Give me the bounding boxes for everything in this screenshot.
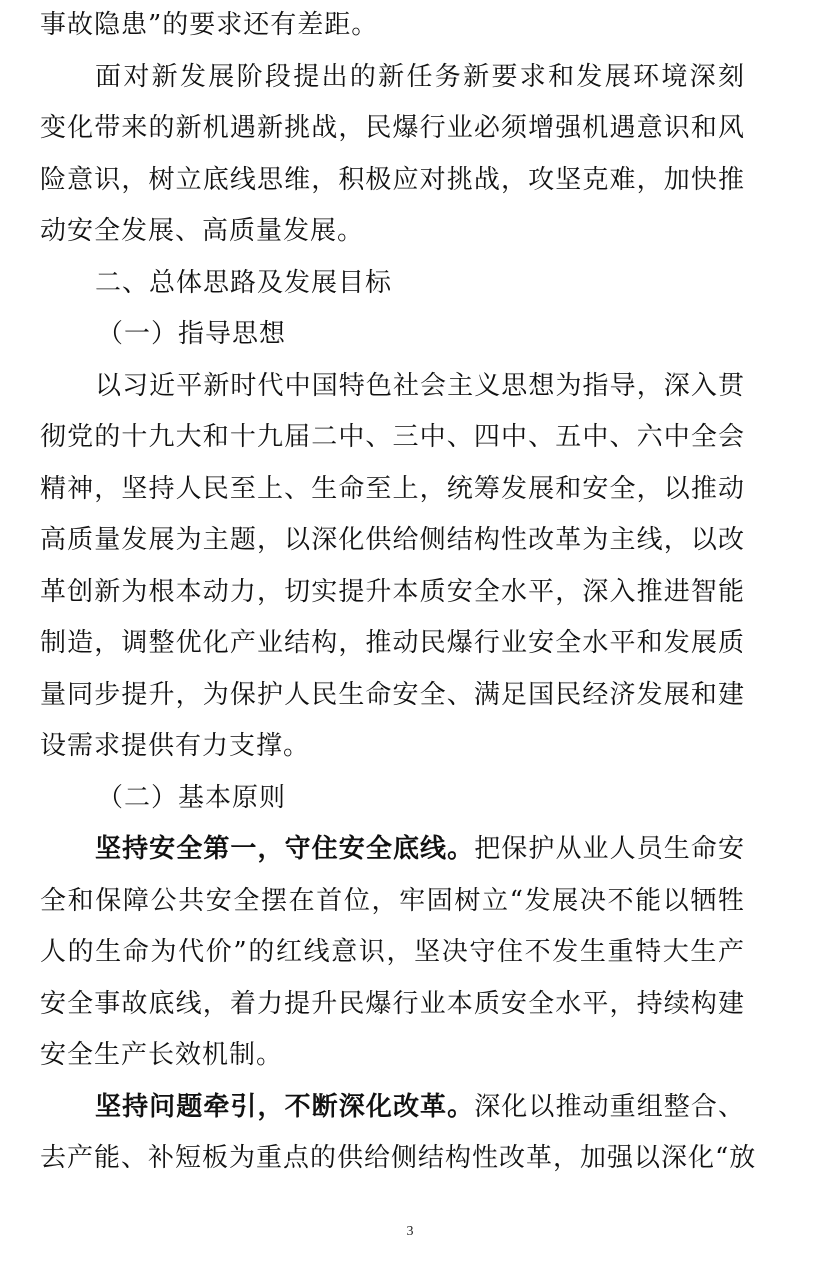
paragraph-line: 设需求提供有力支撑。 bbox=[40, 731, 311, 761]
paragraph-line: 险意识，树立底线思维，积极应对挑战，攻坚克难，加快推 bbox=[40, 164, 745, 195]
paragraph-line: 变化带来的新机遇新挑战，民爆行业必须增强机遇意识和风 bbox=[40, 113, 745, 143]
paragraph-line: 高质量发展为主题，以深化供给侧结构性改革为主线，以改 bbox=[40, 525, 745, 555]
paragraph-line: 人的生命为代价”的红线意识，坚决守住不发生重特大生产 bbox=[40, 937, 745, 967]
paragraph-text: 把保护从业人员生命安 bbox=[474, 834, 745, 864]
paragraph-line: 安全事故底线，着力提升民爆行业本质安全水平，持续构建 bbox=[40, 988, 745, 1019]
section-heading: 二、总体思路及发展目标 bbox=[95, 267, 393, 298]
paragraph-line: 量同步提升，为保护人民生命安全、满足国民经济发展和建 bbox=[40, 679, 745, 710]
subsection-heading: （二）基本原则 bbox=[97, 782, 287, 813]
paragraph-line: 面对新发展阶段提出的新任务新要求和发展环境深刻 bbox=[95, 61, 745, 92]
paragraph-line: 动安全发展、高质量发展。 bbox=[40, 216, 365, 246]
paragraph-line: 制造，调整优化产业结构，推动民爆行业安全水平和发展质 bbox=[40, 628, 745, 658]
paragraph-line: 以习近平新时代中国特色社会主义思想为指导，深入贯 bbox=[95, 370, 745, 401]
paragraph-line: 去产能、补短板为重点的供给侧结构性改革，加强以深化“放 bbox=[40, 1143, 757, 1173]
subsection-heading: （一）指导思想 bbox=[97, 319, 287, 349]
principle-title: 坚持安全第一，守住安全底线。 bbox=[95, 834, 475, 864]
paragraph-line: 精神，坚持人民至上、生命至上，统筹发展和安全，以推动 bbox=[40, 473, 745, 504]
document-body bbox=[40, 0, 757, 1185]
paragraph-line: 革创新为根本动力，切实提升本质安全水平，深入推进智能 bbox=[40, 576, 745, 607]
principle-title: 坚持问题牵引，不断深化改革。 bbox=[95, 1091, 475, 1122]
paragraph-line: 全和保障公共安全摆在首位，牢固树立“发展决不能以牺牲 bbox=[40, 885, 745, 916]
paragraph-line: 安全生产长效机制。 bbox=[40, 1040, 284, 1070]
paragraph-line: 彻党的十九大和十九届二中、三中、四中、五中、六中全会 bbox=[40, 422, 745, 452]
paragraph-line bbox=[40, 1082, 745, 1134]
text-line: 事故隐患”的要求还有差距。 bbox=[40, 10, 379, 40]
paragraph-text: 深化以推动重组整合、 bbox=[474, 1091, 745, 1122]
paragraph-line bbox=[40, 824, 745, 876]
page-number: 3 bbox=[406, 1224, 414, 1239]
